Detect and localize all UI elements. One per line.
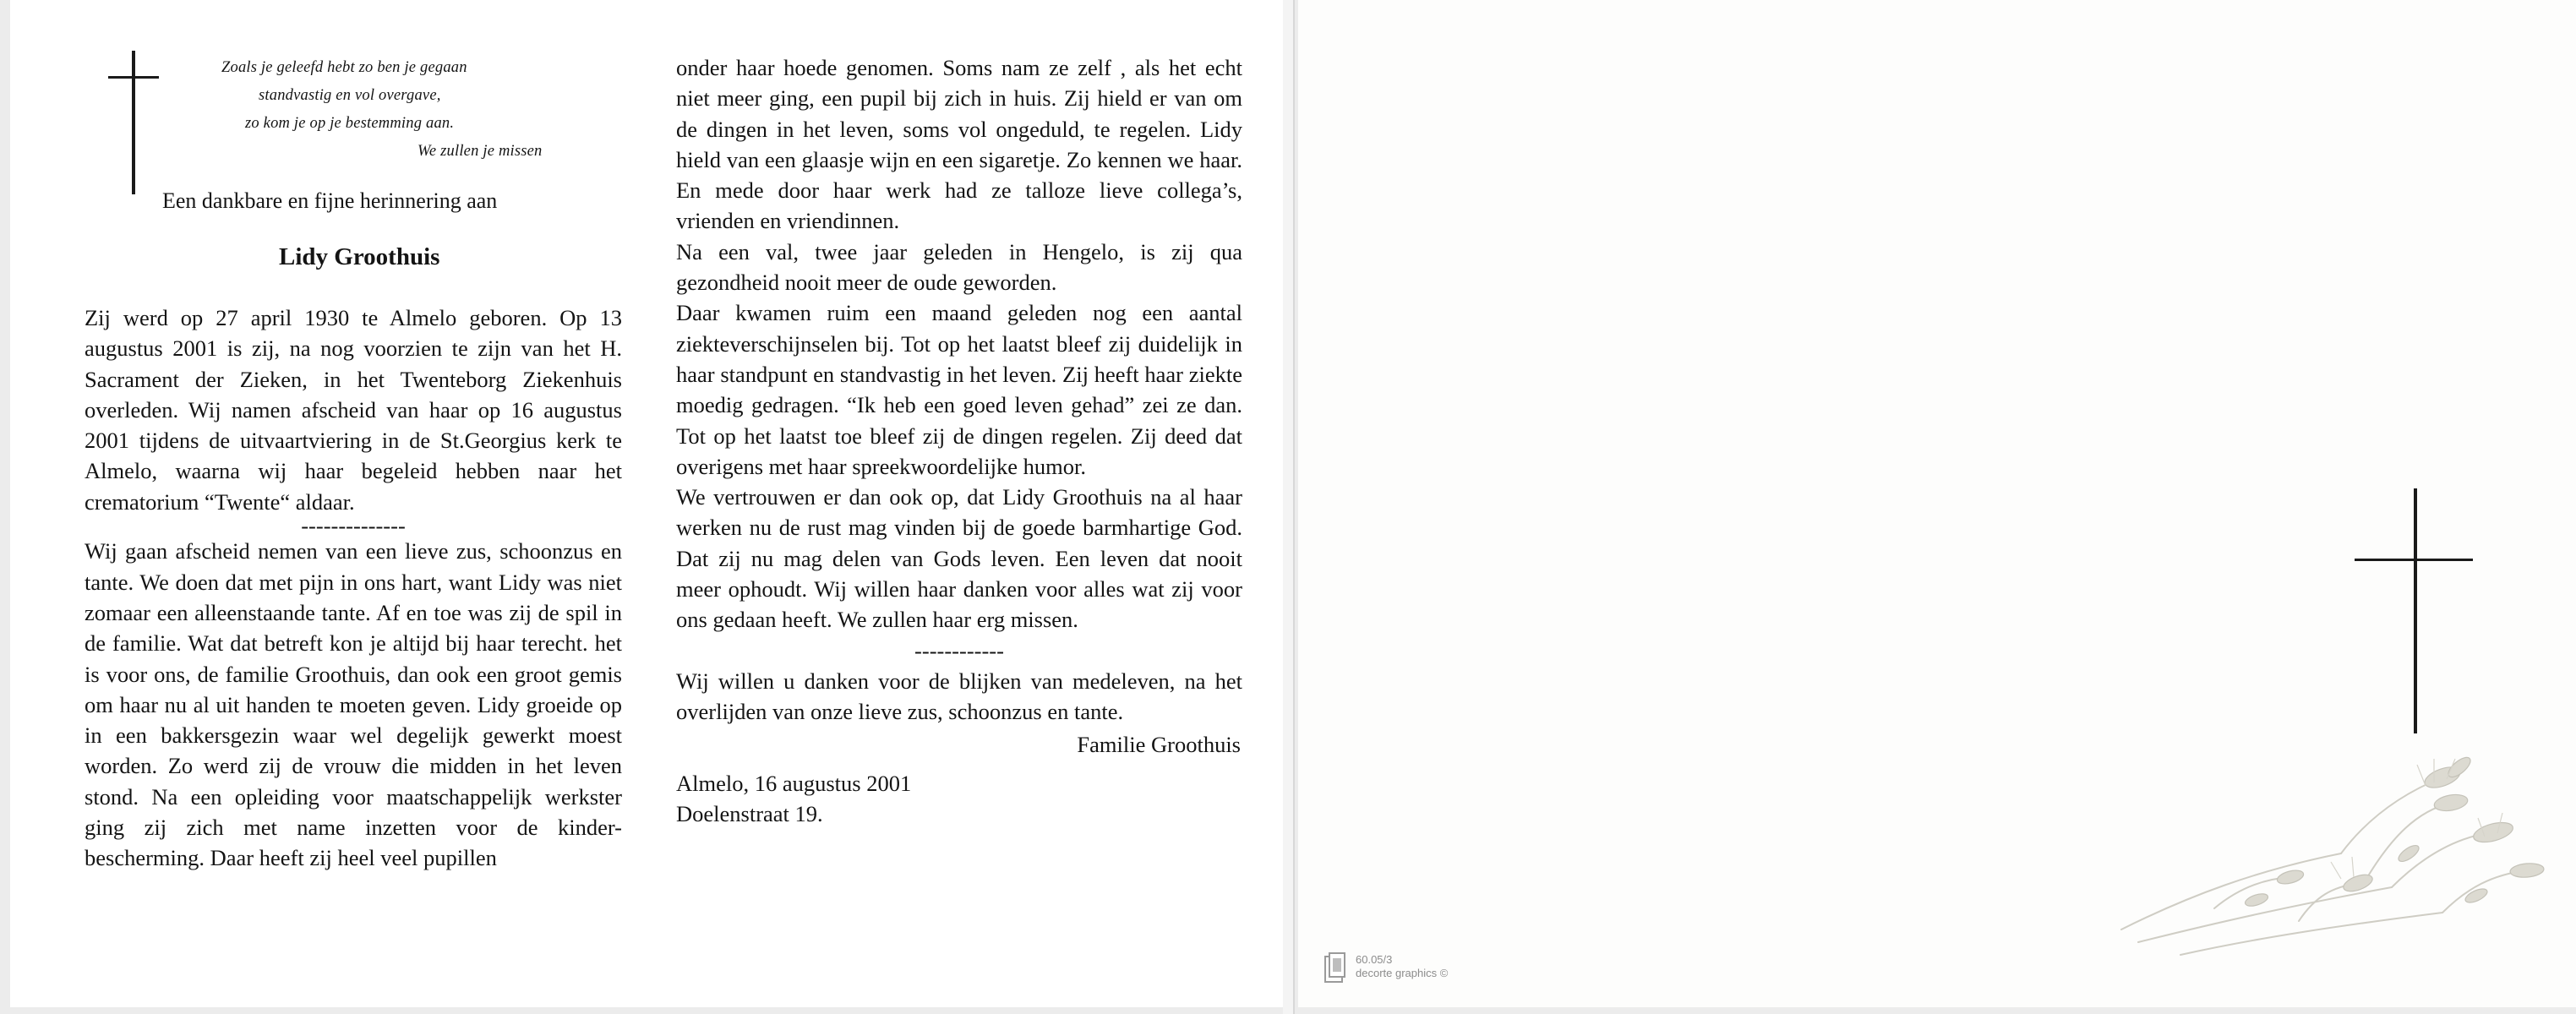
poem-line: Zoals je geleefd hebt zo ben je gegaan [221, 59, 467, 76]
paragraph: Wij gaan afscheid nemen van een lieve zus, schoonzus en tante. We doen dat met pijn in ons hart, want Lidy was niet zomaar een alleenstaande tante. Af en toe was zij de spil in de familie. Wat dat betreft kon je altijd bij haar terecht. het is voor ons, de familie Groothuis, dan ook een groot gemis om haar nu al uit handen te moeten geven. Lidy groeide op in een bakkersgezin waar wel degelijk gewerkt moest worden. Zo werd zij de vrouw die midden in het leven stond. Na een opleiding voor maatschappelijk werkster ging zij zich met name inzetten voor de kinder-bescherming. Daar heeft zij heel veel pupillen [85, 538, 622, 871]
right-text-column [676, 52, 1242, 829]
card-fold-line [1293, 0, 1295, 1014]
paragraph: Zij werd op 27 april 1930 te Almelo geboren. Op 13 augustus 2001 is zij, na nog voorzien te zijn van het H. Sacrament der Zieken, in het Twenteborg Ziekenhuis overleden. Wij namen afscheid van haar op 16 augustus 2001 tijdens de uitvaartviering in de St.Georgius kerk te Almelo, waarna wij haar begeleid hebben naar het crematorium “Twente“ aldaar. [85, 305, 622, 515]
deceased-name: Lidy Groothuis [279, 243, 440, 270]
printer-info [1356, 953, 1448, 980]
poem-line: standvastig en vol overgave, [259, 87, 441, 104]
cross-icon [108, 51, 159, 194]
printer-code: 60.05/3 [1356, 953, 1393, 966]
cross-vertical-bar [2414, 488, 2417, 733]
cover-cross-icon [2355, 488, 2473, 733]
paragraph: We vertrouwen er dan ook op, dat Lidy Groothuis na al haar werken nu de rust mag vinden bij de goede barmhartige God. Dat zij nu mag delen van Gods leven. Een leven dat nooit meer ophoudt. Wij willen haar danken voor alles wat zij voor ons gedaan heeft. We zullen haar erg missen. [676, 484, 1242, 633]
paragraph: Daar kwamen ruim een maand geleden nog een aantal ziekteverschijnselen bij. Tot op het laatst bleef zij duidelijk in haar standpunt en standvastig in het leven. Zij heeft haar ziekte moedig gedragen. “Ik heb een goed leven gehad” zei ze dan. Tot op het laatst toe bleef zij de dingen regelen. Zij deed dat overigens met haar spreekwoordelijke humor. [676, 300, 1242, 479]
cross-horizontal-bar [108, 76, 159, 79]
address: Doelenstraat 19. [676, 801, 823, 827]
flower-illustration-icon [2088, 727, 2561, 963]
cross-vertical-bar [132, 51, 135, 194]
paragraph: onder haar hoede genomen. Soms nam ze zelf , als het echt niet meer ging, een pupil bij zich in huis. Zij hield er van om de dingen in het leven, soms vol ongeduld, te regelen. Lidy hield van een glaasje wijn en een sigaretje. Zo kennen we haar. En mede door haar werk had ze talloze lieve collega’s, vrienden en vriendinnen. [676, 55, 1242, 234]
printer-brand: decorte graphics © [1356, 967, 1449, 979]
place-date: Almelo, 16 augustus 2001 [676, 770, 912, 796]
cross-horizontal-bar [2355, 559, 2473, 561]
printer-logo-icon [1323, 951, 1347, 985]
poem-line: We zullen je missen [418, 143, 543, 160]
intro-text: Een dankbare en fijne herinnering aan [162, 188, 498, 213]
paragraph: Wij willen u danken voor de blijken van medeleven, na het overlijden van onze lieve zus, schoonzus en tante. [676, 668, 1242, 725]
separator: ------------ [914, 637, 1004, 663]
poem-line: zo kom je op je bestemming aan. [245, 115, 455, 132]
separator: -------------- [301, 513, 406, 539]
card-fold-shadow [1283, 0, 1293, 1014]
signature: Familie Groothuis [1077, 731, 1241, 757]
left-text-column [85, 303, 622, 874]
paragraph: Na een val, twee jaar geleden in Hengelo, is zij qua gezondheid nooit meer de oude geworden. [676, 238, 1242, 296]
